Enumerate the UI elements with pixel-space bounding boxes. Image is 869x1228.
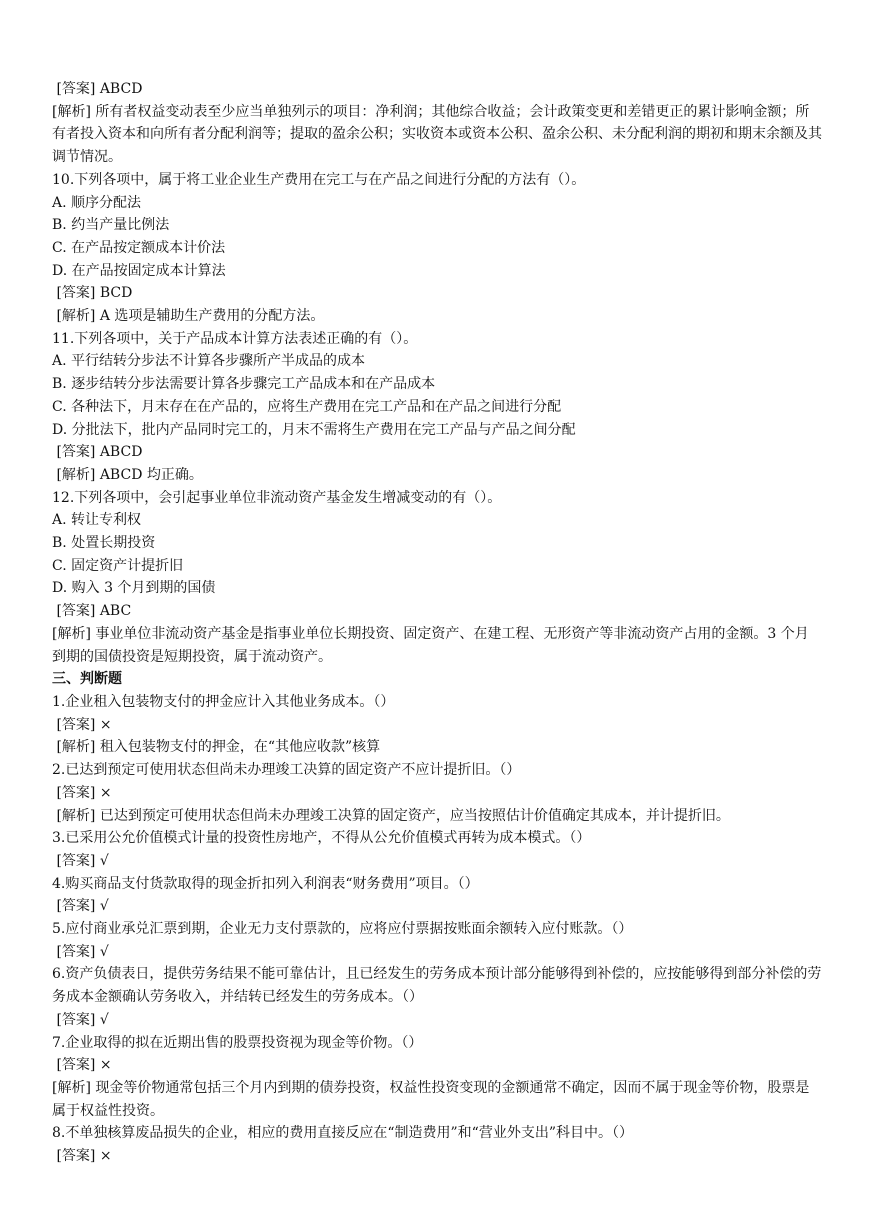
answer-line: [答案] √ — [52, 852, 109, 869]
analysis-paragraph: [解析] 现金等价物通常包括三个月内到期的债券投资，权益性投资变现的金额通常不确定，因而不属于现金等价物，股票是属于权益性投资。 — [52, 1079, 810, 1119]
judgment-5: 5.应付商业承兑汇票到期，企业无力支付票款的，应将应付票据按账面余额转入应付账款。（） — [52, 921, 633, 938]
option-d: D. 在产品按固定成本计算法 — [52, 262, 226, 279]
judgment-2: 2.已达到预定可使用状态但尚未办理竣工决算的固定资产不应计提折旧。（） — [52, 762, 521, 779]
analysis-line: [解析] A 选项是辅助生产费用的分配方法。 — [52, 308, 325, 325]
option-d: D. 分批法下，批内产品同时完工的，月末不需将生产费用在完工产品与产品之间分配 — [52, 421, 576, 438]
option-a: A. 平行结转分步法不计算各步骤所产半成品的成本 — [52, 353, 366, 370]
option-b: B. 约当产量比例法 — [52, 217, 170, 234]
answer-line: [答案] ABC — [52, 603, 132, 620]
analysis-paragraph: [解析] 事业单位非流动资产基金是指事业单位长期投资、固定资产、在建工程、无形资产等非流动资产占用的金额。3 个月到期的国债投资是短期投资，属于流动资产。 — [52, 625, 809, 665]
analysis-line: [解析] 租入包装物支付的押金，在“其他应收款”核算 — [52, 739, 381, 756]
document-page — [52, 78, 822, 1168]
answer-line: [答案] × — [52, 784, 112, 801]
analysis-paragraph: [解析] 所有者权益变动表至少应当单独列示的项目：净利润；其他综合收益；会计政策变更和差错更正的累计影响金额；所有者投入资本和向所有者分配利润等；提取的盈余公积；实收资本或资本公积、盈余公积、未分配利润的期初和期末余额及其调节情况。 — [52, 103, 822, 166]
option-c: C. 在产品按定额成本计价法 — [52, 239, 226, 256]
answer-line: [答案] √ — [52, 943, 109, 960]
option-b: B. 处置长期投资 — [52, 535, 156, 552]
question-11: 11.下列各项中，关于产品成本计算方法表述正确的有（）。 — [52, 330, 418, 347]
answer-line: [答案] × — [52, 1057, 112, 1074]
option-c: C. 各种法下，月末存在在产品的，应将生产费用在完工产品和在产品之间进行分配 — [52, 398, 562, 415]
option-a: A. 转让专利权 — [52, 512, 142, 529]
option-a: A. 顺序分配法 — [52, 194, 142, 211]
section-heading: 三、判断题 — [52, 671, 122, 688]
answer-line: [答案] ABCD — [52, 444, 143, 461]
judgment-3: 3.已采用公允价值模式计量的投资性房地产，不得从公允价值模式再转为成本模式。（） — [52, 830, 591, 847]
analysis-line: [解析] ABCD 均正确。 — [52, 466, 203, 483]
answer-line: [答案] × — [52, 716, 112, 733]
option-c: C. 固定资产计提折旧 — [52, 557, 184, 574]
judgment-4: 4.购买商品支付货款取得的现金折扣列入利润表“财务费用”项目。（） — [52, 875, 479, 892]
answer-line: [答案] BCD — [52, 285, 133, 302]
analysis-line: [解析] 已达到预定可使用状态但尚未办理竣工决算的固定资产，应当按照估计价值确定其成本，并计提折旧。 — [52, 807, 730, 824]
judgment-1: 1.企业租入包装物支付的押金应计入其他业务成本。（） — [52, 693, 395, 710]
judgment-7: 7.企业取得的拟在近期出售的股票投资视为现金等价物。（） — [52, 1034, 423, 1051]
judgment-6: 6.资产负债表日，提供劳务结果不能可靠估计，且已经发生的劳务成本预计部分能够得到补偿的，应按能够得到部分补偿的劳务成本金额确认劳务收入，并结转已经发生的劳务成本。（） — [52, 966, 822, 1006]
answer-line: [答案] ABCD — [52, 81, 143, 97]
option-b: B. 逐步结转分步法需要计算各步骤完工产品成本和在产品成本 — [52, 376, 436, 393]
judgment-8: 8.不单独核算废品损失的企业，相应的费用直接反应在“制造费用”和“营业外支出”科目中。（） — [52, 1125, 633, 1142]
answer-line: [答案] √ — [52, 898, 109, 915]
question-12: 12.下列各项中，会引起事业单位非流动资产基金发生增减变动的有（）。 — [52, 489, 502, 506]
question-10: 10.下列各项中，属于将工业企业生产费用在完工与在产品之间进行分配的方法有（）。 — [52, 171, 586, 188]
answer-line: [答案] × — [52, 1148, 112, 1165]
option-d: D. 购入 3 个月到期的国债 — [52, 580, 216, 597]
answer-line: [答案] √ — [52, 1011, 109, 1028]
